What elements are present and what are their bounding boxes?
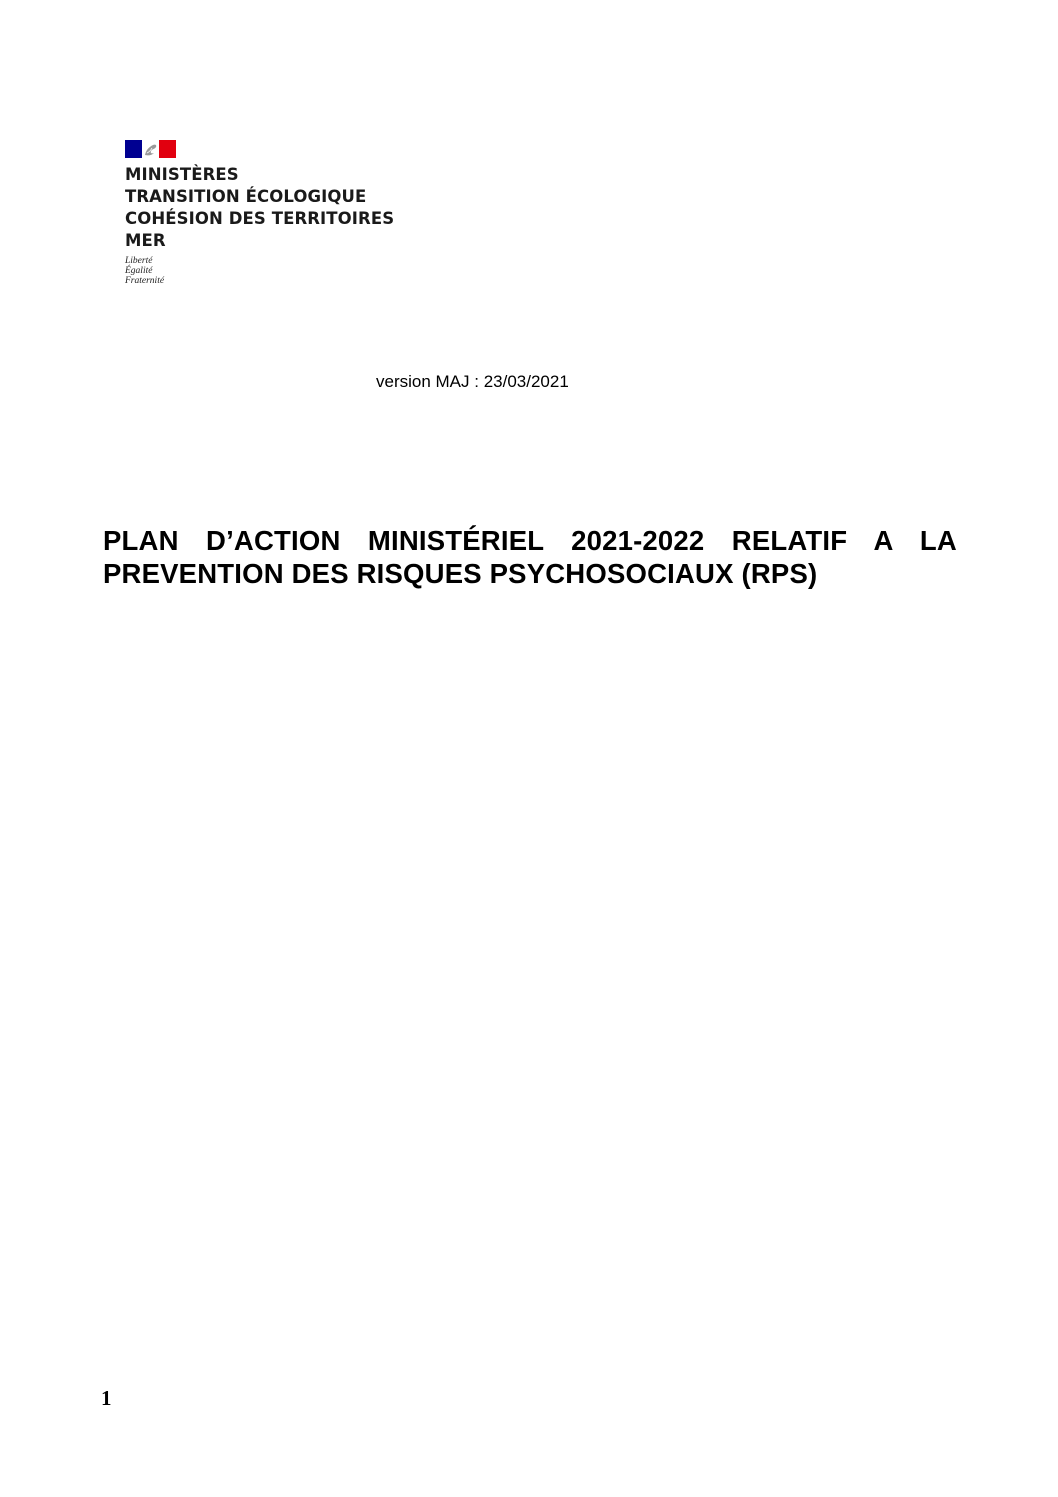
motto-line: Fraternité [125,276,165,286]
ministry-line: MINISTÈRES [125,165,239,184]
motto-line: Liberté [125,256,153,266]
ministry-name [125,164,425,252]
ministry-line: TRANSITION ÉCOLOGIQUE [125,187,367,206]
ministry-line: COHÉSION DES TERRITOIRES [125,209,395,228]
version-date: version MAJ : 23/03/2021 [376,372,569,391]
marianne-flag-icon [125,140,176,158]
document-title: PLAN D’ACTION MINISTÉRIEL 2021-2022 RELATIF A LA PREVENTION DES RISQUES PSYCHOSOCIAUX (RPS) [103,525,957,589]
motto-line: Égalité [125,266,153,276]
republic-motto [125,256,425,286]
ministry-logo [125,140,425,286]
ministry-line: MER [125,231,166,250]
page-number: 1 [101,1386,112,1410]
